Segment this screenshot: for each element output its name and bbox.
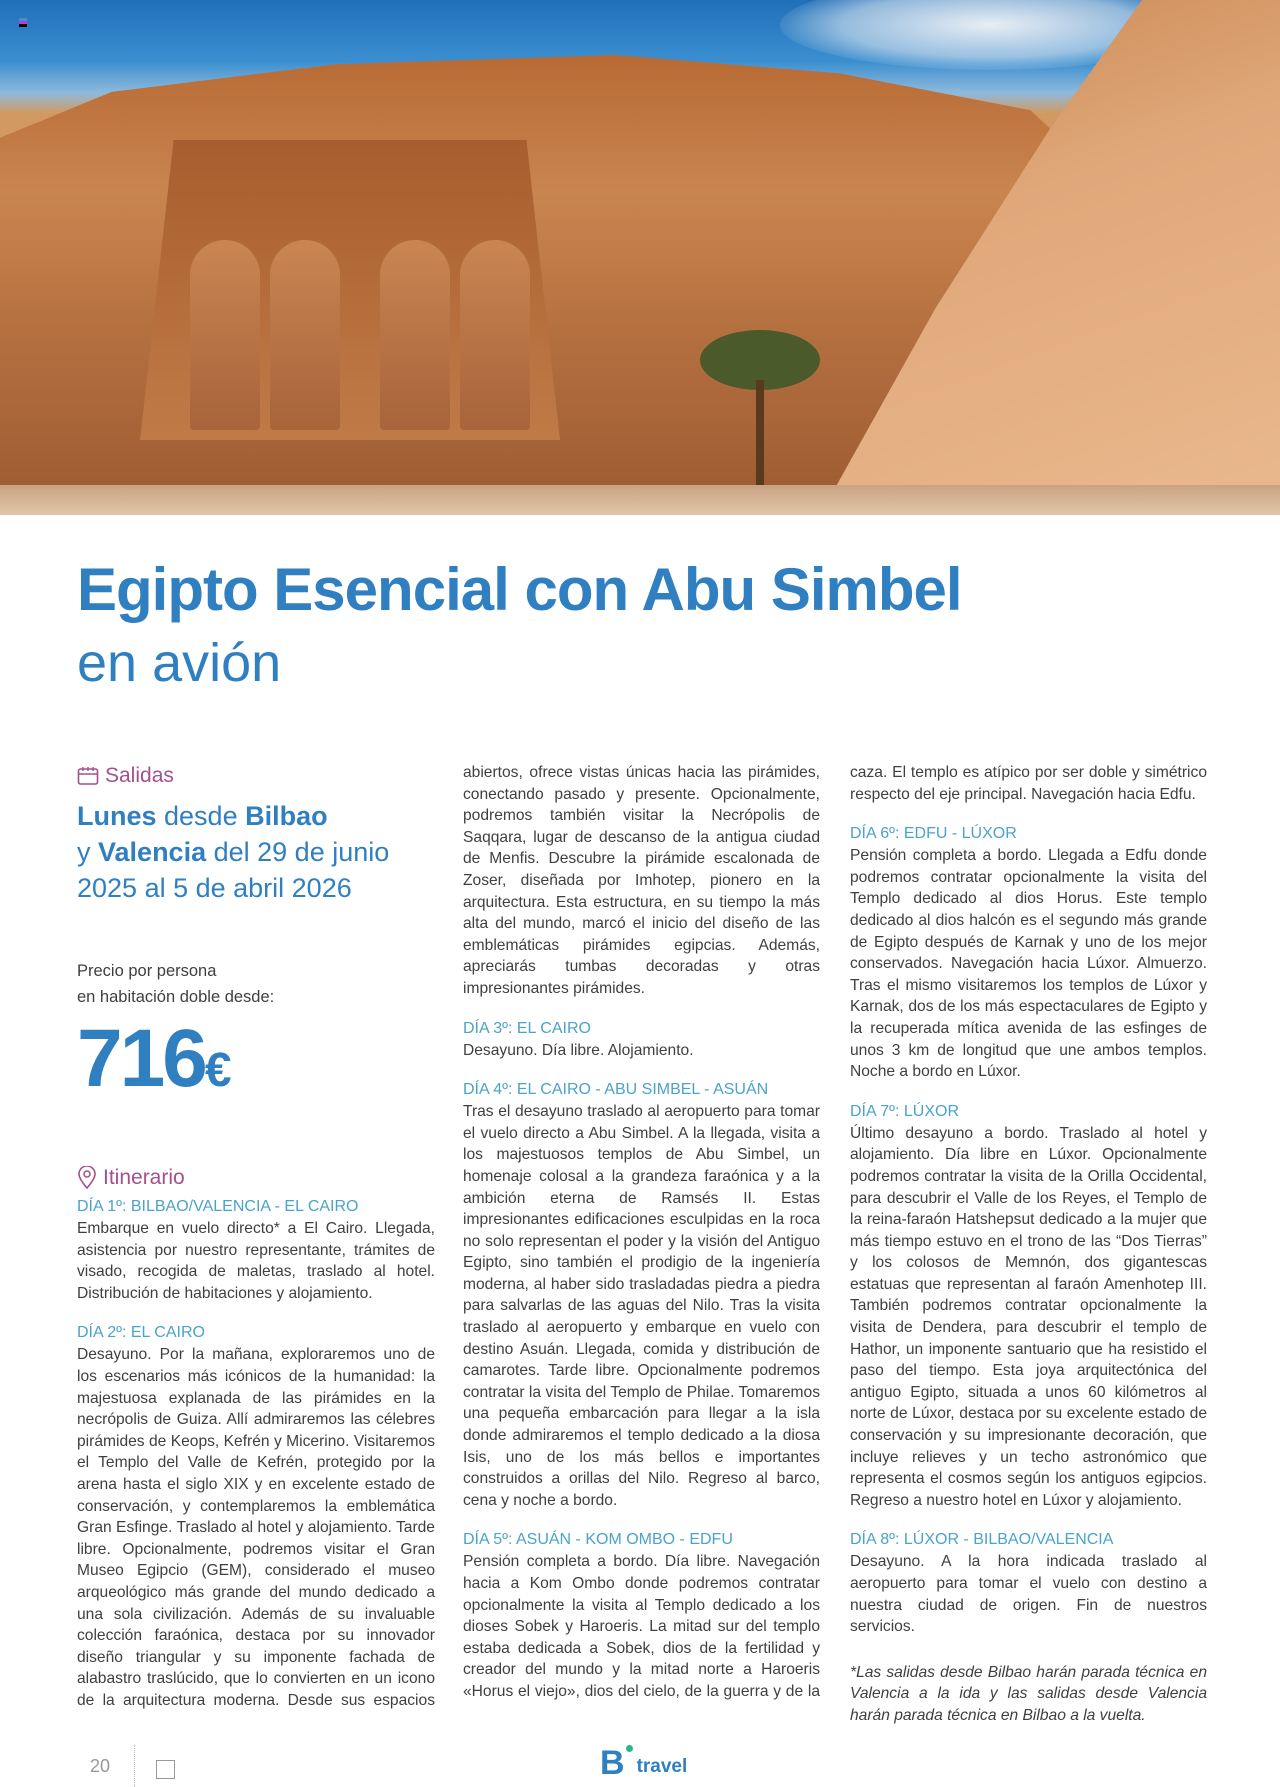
day-4-text: Tras el desayuno traslado al aeropuerto para tomar el vuelo directo a Abu Simbel. A la llegada, visita a los majestuosos templos de Abu Simbel, un homenaje colosal a la grandeza faraónica y a la ambición eterna de Ramsés II. Estas impresionantes edificaciones esculpidas en la roca no solo representan el poder y la visión del Antiguo Egipto, sino también el prodigio de la ingeniería moderna, al haber sido trasladadas piedra a piedra para salvarlas de las aguas del Nilo. Tras la visita traslado al aeropuerto y embarque en vuelo con destino Asuán. Llegada, comida y distribución de camarotes. Tarde libre. Opcionalmente podremos contratar la visita del Templo de Philae. Tomaremos una pequeña embarcación para llegar a la isla donde admiraremos el templo dedicado a la diosa Isis, uno de los más bellos e importantes construidos a orillas del Nilo. Regreso al barco, cena y noche a bordo. (463, 1103, 820, 1509)
day-5-text: Pensión completa a bordo. Día libre. Navegación hacia a Kom Ombo donde podremos contratar opcionalmente la visita al Templo dedicado a los dioses Sobek y Haroeris. La mitad sur del templo estaba dedicada a Sobek, dios de la fertilidad y creador del mundo y la mitad norte a Haroeris «Horus el viejo», dios del cielo, de la guerra y de la (463, 1553, 820, 1700)
column-3 (850, 762, 1207, 1727)
location-pin-icon (77, 1166, 97, 1190)
day-6-text: Pensión completa a bordo. Llegada a Edfu donde podremos contratar opcionalmente la visita del Templo dedicado al dios Horus. Este templo dedicado al dios halcón es el segundo más grande de Egipto después de Karnak y uno de los mejor conservados. Navegación hacia Lúxor. Almuerzo. Tras el mismo visitaremos los templos de Lúxor y Karnak, dos de los más espectaculares de Egipto y la recuperada mítica avenida de las esfinges de unos 3 km de longitud que une ambos templos. Noche a bordo en Lúxor. (850, 847, 1207, 1081)
departure-info: Lunes desde Bilbao y Valencia del 29 de junio 2025 al 5 de abril 2026 (77, 801, 390, 903)
footer-divider (134, 1745, 135, 1787)
color-mark-icon (19, 18, 27, 27)
day-3-text: Desayuno. Día libre. Alojamiento. (463, 1041, 694, 1059)
day-2-text: Desayuno. Por la mañana, exploraremos uno de los escenarios más icónicos de la humanidad: la majestuosa explanada de las pirámides en la necrópolis de Guiza. Allí admiraremos las célebres pirámides de Keops, Kefrén y Micerino. Visitaremos el Templo del Valle de Kefrén, protegido por la arena hasta el siglo XIX y en excelente estado de conservación, y contemplaremos la emblemática Gran Esfinge. Traslado al hotel y alojamiento. Tarde libre. Opcionalmente, podremos visitar el Gran Museo Egipcio (GEM), considerado el museo arqueológico más grande del mundo dedicado a una sola civilización. Además de su invaluable colección faraónica, destaca por su innovador diseño triangular y su imponente fachada de alabastro traslúcido, que lo convierten en un icono de la arquitectura moderna. Desde sus espacios (77, 1346, 435, 1709)
day-2-title: DÍA 2º: EL CAIRO (77, 1324, 205, 1342)
day-1-text: Embarque en vuelo directo* a El Cairo. Llegada, asistencia por nuestro representante, trámites de visado, recogida de maletas, traslado al hotel. Distribución de habitaciones y alojamiento. (77, 1220, 435, 1302)
day-4-title: DÍA 4º: EL CAIRO - ABU SIMBEL - ASUÁN (463, 1081, 769, 1099)
day-6-title: DÍA 6º: EDFU - LÚXOR (850, 825, 1017, 843)
day-1-title: DÍA 1º: BILBAO/VALENCIA - EL CAIRO (77, 1198, 359, 1215)
footnote: *Las salidas desde Bilbao harán parada técnica en Valencia a la ida y las salidas desde Valencia harán parada técnica en Bilbao a la vuelta. (850, 1663, 1207, 1724)
checkbox-square-icon (156, 1760, 175, 1779)
hero-image-abu-simbel (0, 0, 1280, 515)
day-8-title: DÍA 8º: LÚXOR - BILBAO/VALENCIA (850, 1531, 1114, 1549)
page-subtitle: en avión (77, 633, 282, 693)
column-2 (463, 762, 820, 1703)
price-label: Precio por persona en habitación doble desde: (77, 962, 275, 1006)
column-1 (77, 762, 435, 1711)
day-3-title: DÍA 3º: EL CAIRO (463, 1019, 591, 1037)
page-title: Egipto Esencial con Abu Simbel (77, 556, 962, 623)
calendar-icon (77, 766, 99, 786)
day-8-text: Desayuno. A la hora indicada traslado al aeropuerto para tomar el vuelo con destino a nuestra ciudad de origen. Fin de nuestros servicios. (850, 1553, 1207, 1636)
day-7-text: Último desayuno a bordo. Traslado al hotel y alojamiento. Día libre en Lúxor. Opcionalmente podremos contratar la visita de la Orilla Occidental, para descubrir el Valle de los Reyes, el Templo de la reina-faraón Hatshepsut dedicado a la mujer que más tiempo estuvo en el trono de las “Dos Tierras” y los colosos de Memnón, dos gigantescas estatuas que representan al faraón Amenhotep III. También podremos contratar opcionalmente la visita de Dendera, para descubrir el templo de Hathor, un imponente santuario que ha resistido el paso del tiempo. Esta joya arquitectónica del antiguo Egipto, situada a unos 60 kilómetros al norte de Lúxor, destaca por su excelente estado de conservación y su impresionante decoración, que incluye relieves y un techo astronómico que representa el cosmos según los antiguos egipcios. Regreso a nuestro hotel en Lúxor y alojamiento. (850, 1124, 1207, 1509)
day-2-text-cont: abiertos, ofrece vistas únicas hacia las pirámides, conectando pasado y presente. Opcionalmente, podremos también visitar la Necrópolis de Saqqara, lugar de descanso de la antigua ciudad de Menfis. Descubre la pirámide escalonada de Zoser, diseñada por Imhotep, pionero en la arquitectura. Esta estructura, en su tiempo la más alta del mundo, marcó el inicio del diseño de las emblemáticas pirámides egipcias. Además, apreciarás tumbas decoradas y otras impresionantes pirámides. (463, 764, 820, 997)
day-7-title: DÍA 7º: LÚXOR (850, 1102, 959, 1120)
btravel-logo: B travel (600, 1744, 688, 1782)
itinerario-heading: Itinerario (77, 1164, 435, 1192)
page-number: 20 (90, 1756, 111, 1776)
day-5-title: DÍA 5º: ASUÁN - KOM OMBO - EDFU (463, 1531, 733, 1549)
day-5-text-cont: caza. El templo es atípico por ser doble y simétrico respecto del eje principal. Navegación hacia Edfu. (850, 764, 1207, 803)
price-amount: 716€ (77, 1013, 232, 1104)
salidas-heading: Salidas (77, 762, 435, 790)
